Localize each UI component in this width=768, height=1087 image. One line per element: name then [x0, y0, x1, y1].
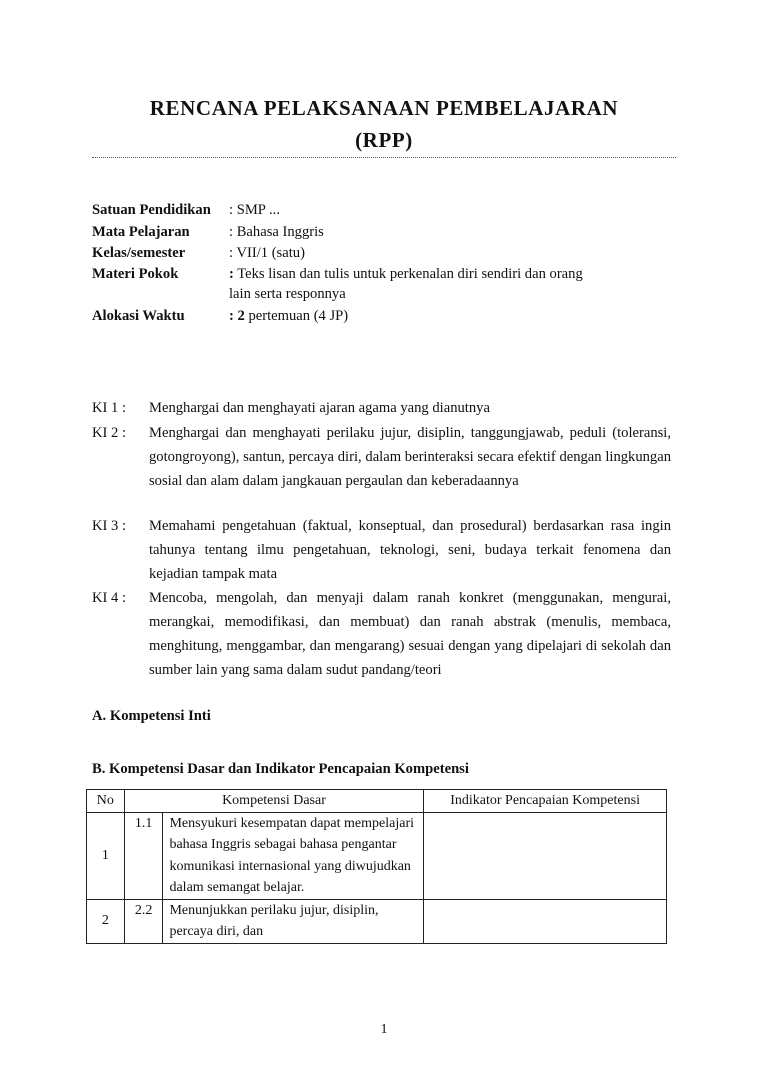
- row-kd-number: 2.2: [124, 899, 163, 943]
- identity-label: Mata Pelajaran: [92, 224, 190, 240]
- identity-value: [229, 265, 659, 283]
- identity-value-continued: lain serta responnya: [229, 286, 346, 302]
- identity-value-text: Teks lisan dan tulis untuk perkenalan diri sendiri dan orang: [233, 266, 583, 282]
- section-heading-b: B. Kompetensi Dasar dan Indikator Pencapaian Kompetensi: [92, 761, 469, 777]
- identity-value-bold: :: [229, 266, 234, 282]
- identity-value: : VII/1 (satu): [229, 245, 305, 261]
- header-kd: Kompetensi Dasar: [124, 790, 423, 813]
- row-indikator: [424, 899, 667, 943]
- row-no: 1: [87, 812, 125, 899]
- page-number: 1: [380, 1022, 388, 1037]
- table-row: [87, 899, 667, 943]
- title-divider: [92, 157, 676, 158]
- ki-number: KI 1 :: [92, 400, 127, 416]
- ki-text: Mencoba, mengolah, dan menyaji dalam ranah konkret (menggunakan, mengurai, merangkai, memodifikasi, dan membuat) dan ranah abstrak (menulis, membaca, menghitung, menggambar, dan mengarang) sesuai dengan yang dipelajari di sekolah dan sumber lain yang sama dalam sudut pandang/teori: [149, 590, 671, 678]
- competency-table: [86, 789, 667, 944]
- section-heading-a: A. Kompetensi Inti: [92, 708, 211, 724]
- row-kd-text: Mensyukuri kesempatan dapat mempelajari bahasa Inggris sebagai bahasa pengantar komunikasi internasional yang diwujudkan dalam semangat belajar.: [163, 812, 424, 899]
- row-no: 2: [87, 899, 125, 943]
- ki-number: KI 4 :: [92, 590, 127, 606]
- table-row: [87, 812, 667, 899]
- identity-value: : Bahasa Inggris: [229, 224, 324, 240]
- identity-label: Kelas/semester: [92, 245, 186, 261]
- identity-label: Materi Pokok: [92, 266, 179, 282]
- row-indikator: [424, 812, 667, 899]
- ki-number: KI 3 :: [92, 518, 127, 534]
- identity-value-text: pertemuan (4 JP): [244, 308, 349, 324]
- identity-value: : SMP ...: [229, 202, 280, 218]
- ki-number: KI 2 :: [92, 425, 127, 441]
- identity-value-bold: : 2: [229, 308, 245, 324]
- row-kd-number: 1.1: [124, 812, 163, 899]
- row-kd-text: Menunjukkan perilaku jujur, disiplin, percaya diri, dan: [163, 899, 424, 943]
- ki-text: Menghargai dan menghayati perilaku jujur, disiplin, tanggungjawab, peduli (toleransi, gotongroyong), santun, percaya diri, dalam berinteraksi secara efektif dengan lingkungan sosial dan alam dalam jangkauan pergaulan dan keberadaannya: [149, 425, 671, 489]
- identity-label: Alokasi Waktu: [92, 308, 185, 324]
- identity-label: Satuan Pendidikan: [92, 202, 211, 218]
- table-header-row: [87, 790, 667, 813]
- page-subtitle: (RPP): [355, 128, 413, 152]
- header-no: No: [87, 790, 125, 813]
- page-title: RENCANA PELAKSANAAN PEMBELAJARAN: [149, 96, 619, 120]
- header-indikator: Indikator Pencapaian Kompetensi: [424, 790, 667, 813]
- ki-text: Menghargai dan menghayati ajaran agama yang dianutnya: [149, 400, 490, 416]
- identity-value: [229, 307, 659, 325]
- ki-text: Memahami pengetahuan (faktual, konseptual, dan prosedural) berdasarkan rasa ingin tahunya tentang ilmu pengetahuan, teknologi, seni, budaya terkait fenomena dan kejadian tampak mata: [149, 518, 671, 582]
